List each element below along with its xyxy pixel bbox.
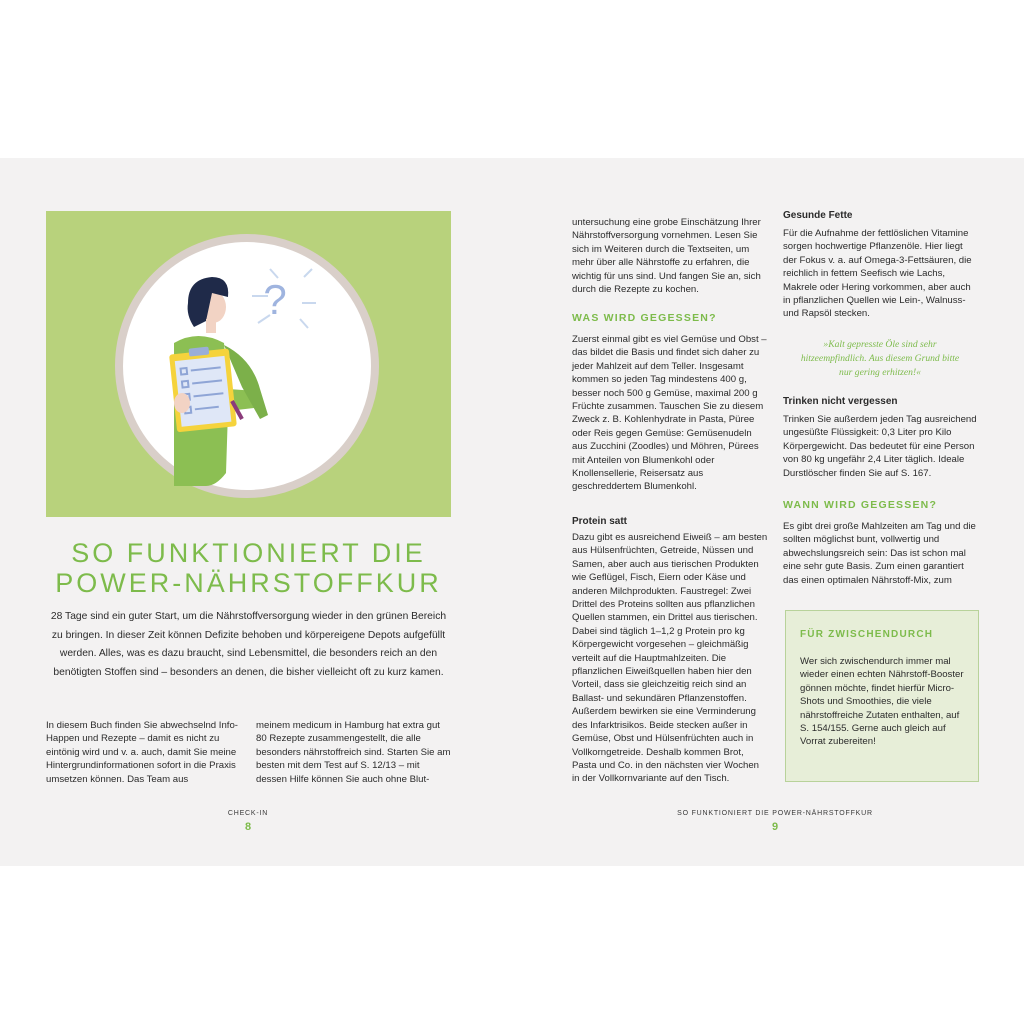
page-number-right: 9 <box>771 821 779 833</box>
what-paragraph: Zuerst einmal gibt es viel Gemüse und Obst – das bildet die Basis und findet sich daher zu jeder Mahlzeit auf dem Teller. Insgesamt kommen so jeden Tag mindestens 400 g, besser noch 500 g Gemüse, maximal 200 g Früchte zusammen. Tauschen Sie zu diesem Zweck z. B. Kohlenhydrate in Pasta, Püree oder Reis gegen Gemüse: Gemüsenudeln aus Zucchini (Zoodles) und Möhren, Pürees mit Anteilen von Blumenkohl oder Knollensellerie, Reisersatz aus geschreddertem Blumenkohl. <box>572 334 767 493</box>
left-column-2: meinem medicum in Hamburg hat extra gut 80 Rezepte zusammengestellt, die alle besonders nährstoffreich sind. Starten Sie am besten mit dem Test auf S. 12/13 – mit dessen Hilfe können Sie auch ohne Blut- <box>256 720 451 785</box>
question-mark: ? <box>263 276 287 323</box>
title-line-1: SO FUNKTIONIERT DIE <box>71 538 426 568</box>
clipboard-icon <box>169 344 237 432</box>
footer-label-left: CHECK-IN <box>227 810 269 817</box>
page-title <box>46 538 451 598</box>
heading-what: WAS WIRD GEGESSEN? <box>572 312 717 324</box>
person-neck <box>206 319 216 333</box>
drink-paragraph: Trinken Sie außerdem jeden Tag ausreichend ungesüßte Flüssigkeit: 0,3 Liter pro Kilo Körpergewicht. Das bedeutet für eine Person von 80 kg ungefähr 2,4 Liter täglich. Ideale Durstlöscher finden Sie auf S. 167. <box>783 414 977 479</box>
fats-heading: Gesunde Fette <box>783 210 853 221</box>
book-spread <box>0 158 1024 866</box>
protein-paragraph: Dazu gibt es ausreichend Eiweiß – am besten aus Hülsenfrüchten, Getreide, Nüssen und Samen, aber auch aus tierischen Produkten wie Geflügel, Fisch, Eiern oder Käse und anderen Milchprodukten. Faustregel: Zwei Drittel des Proteins sollten aus pflanzlichen Quellen stammen, ein Drittel aus tierischen. Dabei sind täglich 1–1,2 g Protein pro kg Körpergewicht vorgesehen – gleichmäßig verteilt auf die Hauptmahlzeiten. Die pflanzlichen Eiweißquellen haben hier den Vorteil, dass sie gleichzeitig reich sind an Ballast- und sekundären Pflanzenstoffen. Außerdem bewirken sie eine Verminderung des Infarktrisikos. Beide stecken außer in Gemüse, Obst und Hülsenfrüchten auch in Vollkorngetreide. Deshalb kommen Brot, Pasta und Co. in den nächsten vier Wochen in der Vollkornvariante auf den Tisch. <box>572 532 768 785</box>
heading-when: WANN WIRD GEGESSEN? <box>783 499 938 511</box>
left-column-1: In diesem Buch finden Sie abwechselnd Info-Happen und Rezepte – damit es nicht zu eintönig wird und v. a. auch, damit Sie meine Hintergrundinformationen sofort in die Praxis umsetzen können. Das Team aus <box>46 720 238 785</box>
info-box-heading: FÜR ZWISCHENDURCH <box>800 629 934 640</box>
illustration-image <box>46 211 451 517</box>
drink-heading: Trinken nicht vergessen <box>783 396 898 407</box>
fats-paragraph: Für die Aufnahme der fettlöslichen Vitamine sorgen hochwertige Pflanzenöle. Hier liegt der Fokus v. a. auf Omega-3-Fettsäuren, die reichlich in fettem Seefisch wie Lachs, Makrele oder Hering vorkommen, aber auch in pflanzlichen Quellen wie Lein-, Walnuss- und Rapsöl stecken. <box>783 228 972 320</box>
title-line-2: POWER-NÄHRSTOFFKUR <box>55 568 442 598</box>
when-paragraph: Es gibt drei große Mahlzeiten am Tag und die sollten möglichst bunt, vollwertig und abwechslungsreich sein: Das ist schon mal eine sehr gute Basis. Zum einen garantiert das einen optimalen Nährstoff-Mix, zum <box>783 521 976 586</box>
pull-quote: »Kalt gepresste Öle sind sehr hitzeempfindlich. Aus diesem Grund bitte nur gering erhitzen!« <box>800 339 960 378</box>
page-number-left: 8 <box>244 821 252 833</box>
footer-label-right: SO FUNKTIONIERT DIE POWER-NÄHRSTOFFKUR <box>677 810 873 817</box>
protein-heading: Protein satt <box>572 516 628 527</box>
info-box <box>785 610 979 782</box>
illustration-panel <box>46 211 451 517</box>
person-hand <box>174 393 190 413</box>
intro-paragraph: 28 Tage sind ein guter Start, um die Nährstoffversorgung wieder in den grünen Bereich zu bringen. In dieser Zeit können Defizite behoben und körpereigene Depots aufgefüllt werden. Alles, was es dazu braucht, sind Lebensmittel, die besonders reich an den benötigten Stoffen sind – besonders an denen, die bisher vielleicht oft zu kurz kamen. <box>50 611 447 678</box>
info-box-text: Wer sich zwischendurch immer mal wieder einen echten Nährstoff-Booster gönnen möchte, findet hierfür Micro-Shots und Smoothies, die viele nährstoffreiche Zutaten enthalten, auf S. 154/155. Gerne auch gleich auf Vorrat zubereiten! <box>800 656 964 748</box>
right-col1-lead: untersuchung eine grobe Einschätzung Ihrer Nährstoffversorgung vornehmen. Lesen Sie sich im Weiteren durch die Textseiten, um mehr über alle Nährstoffe zu erfahren, die wichtig für uns sind. Und fangen Sie an, sich durch die Rezepte zu kochen. <box>572 217 761 296</box>
